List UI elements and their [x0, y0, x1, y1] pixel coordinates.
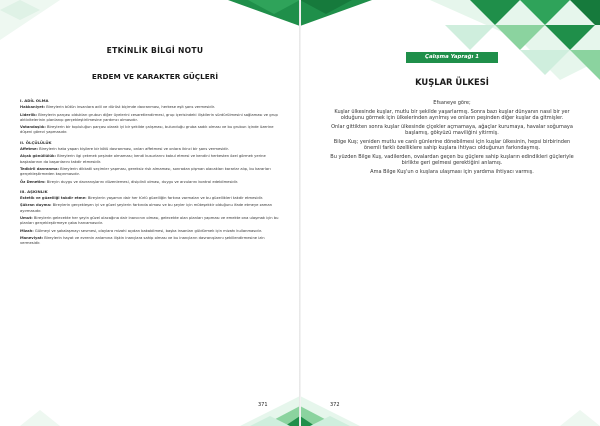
definition: Bireyin duygu ve davranışlarını düzenlemesi, disiplinli olması, duygu ve arzularını kontrol edebilmesidir. — [46, 179, 239, 184]
definition: Bireylerin gelecekte her şeyin güzel olacağına dair inancının olması, gelecekte olan planları yapması ve emekte ona ulaşmak için bu planları gerçekleştirmeye çaba harcamasıdır. — [20, 216, 279, 226]
term: Umut: — [20, 216, 33, 221]
term: Mizah: — [20, 228, 34, 233]
definition: Bireylerin hayat ve evrenin anlamına ilişkin inançlara sahip olması ve bu inançların davranışlarını şekillendirmesine izin vermesidir. — [20, 235, 265, 246]
page-number-right: 372 — [330, 402, 340, 408]
list-item — [20, 236, 286, 247]
list-item — [20, 203, 286, 214]
info-note-content — [20, 94, 286, 249]
list-item — [20, 167, 286, 178]
list-item — [20, 196, 286, 201]
definition: Bireylerin hata yapan kişilere bir kötü davranması, onları affetmesi ve onlara ikinci bir şans vermesidir. — [39, 147, 229, 152]
list-item — [20, 125, 286, 136]
term: Tedbirli davranma: — [20, 166, 59, 171]
page-title: ETKİNLİK BİLGİ NOTU — [106, 46, 204, 55]
list-item — [20, 147, 286, 152]
story-paragraph: Bilge Kuş; yeniden mutlu ve canlı günlerine dönebilmesi için kuşlar ülkesinin, hepsi birbirinden önemli farklı özelliklere sahip kuşlara ihtiyacı olduğunun farkındaymış. — [333, 138, 571, 151]
story-paragraph: Bu yüzden Bilge Kuş, vadilerden, ovalardan geçen bu güçlere sahip kuşların edindikleri güçleriyle birlikte geri gelmesi gerektiğini anlamış. — [330, 153, 574, 166]
definition: Bireylerin ilgi çekmek peşinde olmaması; kendi kusurlarını kabul etmesi ve kendini herkesten özel görmek yerine başkalarının da başarılarını takdir etmesidir. — [20, 154, 266, 164]
section-heading: II. ÖLÇÜLÜLÜK — [20, 139, 52, 145]
story-title: KUŞLAR ÜLKESİ — [415, 77, 489, 87]
worksheet-badge: Çalışma Yaprağı 1 — [406, 52, 498, 63]
right-page — [300, 0, 600, 426]
definition: Gülmeyi ve şakalaşmayı sevmesi, olaylara mizahi açıdan bakabilmesi, başka insanları güldürmek için mizahı kullanmasıdır. — [34, 228, 262, 233]
definition: Bireylerin bütün insanlara adil ve dürüst biçimde davranması, herkese eşit şans vermesidir. — [46, 105, 216, 110]
story-content — [326, 100, 578, 177]
page-number-left: 371 — [258, 402, 268, 408]
section-heading: III. AŞKINLIK — [20, 188, 48, 194]
definition: Bireylerin dikkatli seçimler yapması, gereksiz risk almaması, sonradan pişman olacakları kararlar alıp, bu kararları gerçekleştirmeden kaçınmasıdır. — [20, 166, 271, 177]
term: Maneviyat: — [20, 235, 44, 240]
term: Estetik ve güzelliği takdir etme: — [20, 196, 87, 201]
term: Hakkaniyet: — [20, 105, 45, 110]
term: Affetme: — [20, 147, 38, 152]
page-subtitle: ERDEM VE KARAKTER GÜÇLERİ — [91, 72, 219, 81]
story-paragraph: Kuşlar ülkesinde kuşlar, mutlu bir şekilde yaşarlarmış. Sonra bazı kuşlar dünyanın nasıl bir yer olduğunu görmek için ülkelerinden ayrılmış ve onların peşinden diğer kuşlar da gitmişler. — [334, 108, 570, 121]
list-item — [20, 180, 286, 185]
list-item — [20, 229, 286, 234]
list-item — [20, 154, 286, 165]
definition: Bireylerin gerçekleşen iyi ve güzel şeylerin farkında olması ve bu şeyler için müteşekkir olduğunu ifade etmeye zaman ayırmasıdır. — [20, 203, 272, 213]
list-item — [20, 216, 286, 227]
term: Vatandaşlık: — [20, 125, 46, 130]
term: Öz Denetim: — [20, 179, 46, 184]
story-paragraph: Ama Bilge Kuş'un o kuşlara ulaşması için yardıma ihtiyacı varmış. — [370, 168, 534, 175]
story-paragraph: Onlar gittikten sonra kuşlar ülkesinde çiçekler açmamaya, ağaçlar kurumaya, havalar soğumaya başlamış, gökyüzü maviliğini yitirmiş. — [331, 123, 573, 136]
definition: Bireylerin bir topluluğun parçası olarak iyi bir şekilde çalışması, bulunduğu gruba sadık olması ve bu grubun içinde üzerine düşeni görevi yapmasıdır. — [20, 125, 274, 135]
list-item — [20, 113, 286, 124]
term: Liderlik: — [20, 112, 38, 117]
list-item — [20, 105, 286, 110]
term: Şükran duyma: — [20, 203, 52, 208]
term: Alçak gönüllülük: — [20, 154, 56, 159]
definition: Bireylerin yaşamın dair her türlü güzelliğin farkına varmaları ve bu güzellikleri takdir etmesidir. — [87, 196, 264, 201]
section-heading: I. ADİL OLMA — [20, 98, 49, 103]
story-paragraph: Efsaneye göre; — [433, 100, 471, 106]
definition: Bireylerin parçası oldukları grubun diğer üyelerini cesaretlendirmesi, grup içerisindeki ilişkilerin sürdürülmesini sağlaması ve grup aktivitelerinin planlanıp gerçekleştirilmesine yardımcı olmasıdır. — [20, 112, 278, 122]
